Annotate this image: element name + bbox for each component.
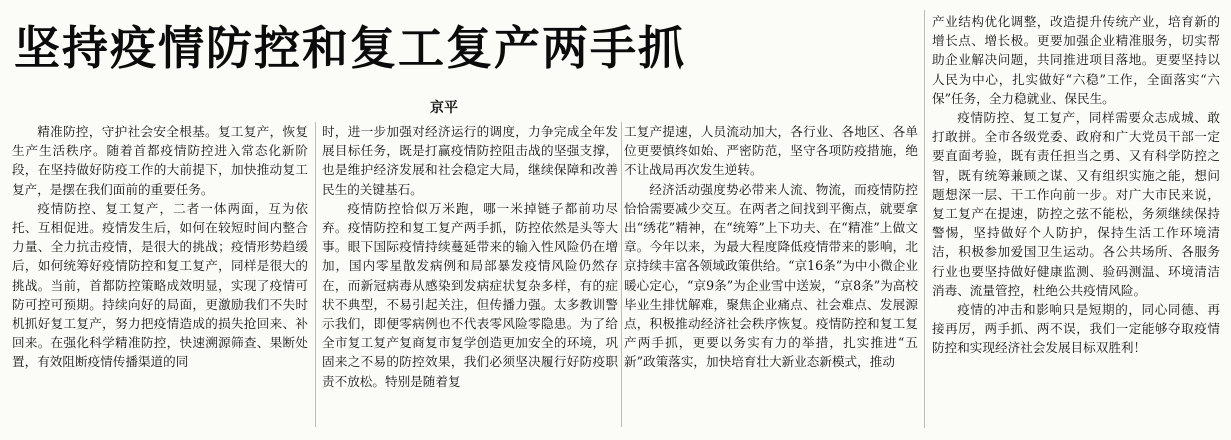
paragraph: 精准防控，守护社会安全根基。复工复产，恢复生产生活秩序。随着首都疫情防控进入常态化新阶段，在坚持做好防疫工作的大前提下，加快推动复工复产，是摆在我们面前的重要任务。	[12, 124, 308, 197]
text-column-1	[12, 122, 308, 440]
column-divider	[924, 10, 925, 428]
paragraph: 疫情防控、复工复产，同样需要众志成城、敢打敢拼。全市各级党委、政府和广大党员干部一定要直面考验，既有责任担当之勇、又有科学防控之智，既有统筹兼顾之谋、又有组织实施之能，想问题想深一层、干工作向前一步。对广大市民来说，复工复产在提速，防控之弦不能松，务须继续保持警惕，坚持做好个人防护，保持生活工作环境清洁，积极参加爱国卫生运动。各公共场所、各服务行业也要坚持做好健康监测、验码测温、环境清洁消毒、流量管控，杜绝公共疫情风险。	[932, 110, 1220, 298]
paragraph: 疫情防控恰似万米跑，哪一米掉链子都前功尽弃。疫情防控和复工复产两手抓，防控依然是头等大事。眼下国际疫情持续蔓延带来的输入性风险仍在增加，国内零星散发病例和局部暴发疫情风险仍然存在，而新冠病毒从感染到发病症状复杂多样，有的症状不典型，不易引起关注，但传播力强。太多教训警示我们，即便零病例也不代表零风险零隐患。为了给全市复工复产复商复市复学创造更加安全的环境，巩固来之不易的防控效果，我们必须坚决履行好防疫职责不放松。特别是随着复	[322, 200, 618, 389]
text-column-2	[322, 122, 618, 440]
paragraph-continued: 时，进一步加强对经济运行的调度，力争完成全年发展目标任务，既是打赢疫情防控阻击战的坚强支撑，也是维护经济发展和社会稳定大局，继续保障和改善民生的关键基石。	[322, 124, 618, 197]
column-divider	[315, 122, 316, 427]
paragraph: 经济活动强度势必带来人流、物流，而疫情防控恰恰需要减少交互。在两者之间找到平衡点，就要拿出“绣花”精神，在“统筹”上下功夫、在“精准”上做文章。今年以来，为最大程度降低疫情带来的影响，北京持续丰富各领域政策供给。“京16条”为中小微企业暖心定心，“京9条”为企业雪中送炭，“京8条”为高校毕业生排忧解难，聚焦企业痛点、社会难点、发展源点，积极推动经济社会秩序恢复。疫情防控和复工复产两手抓，更要以务实有力的举措，扎实推进“五新”政策落实，加快培育壮大新业态新模式，推动	[624, 181, 918, 370]
paragraph-continued: 工复产提速，人员流动加大，各行业、各地区、各单位更要慎终如始、严密防范，坚守各项防疫措施，绝不让战局再次发生逆转。	[624, 124, 918, 178]
text-column-3	[624, 122, 918, 440]
text-column-4	[932, 12, 1220, 432]
paragraph: 疫情的冲击和影响只是短期的，同心同德、再接再厉，两手抓、两不误，我们一定能够夺取疫情防控和实现经济社会发展目标双胜利！	[932, 302, 1220, 356]
article-byline: 京平	[430, 100, 458, 116]
article-headline: 坚持疫情防控和复工复产两手抓	[14, 21, 686, 75]
paragraph-continued: 产业结构优化调整，改造提升传统产业，培育新的增长点、增长极。更要加强企业精准服务，切实帮助企业解决问题，共同推进项目落地。更要坚持以人民为中心，扎实做好“六稳”工作，全面落实“六保”任务，全力稳就业、保民生。	[932, 14, 1220, 106]
column-divider	[621, 122, 622, 427]
paragraph: 疫情防控、复工复产，二者一体两面，互为依托、互相促进。疫情发生后，如何在较短时间内整合力量、全力抗击疫情，是很大的挑战；疫情形势趋缓后，如何统筹好疫情防控和复工复产，同样是很大的挑战。当前，首都防控策略成效明显，实现了疫情可防可控可预期。持续向好的局面，更激励我们不失时机抓好复工复产，努力把疫情造成的损失抢回来、补回来。在强化科学精准防控，快速溯源筛查、果断处置，有效阻断疫情传播渠道的同	[12, 200, 308, 370]
